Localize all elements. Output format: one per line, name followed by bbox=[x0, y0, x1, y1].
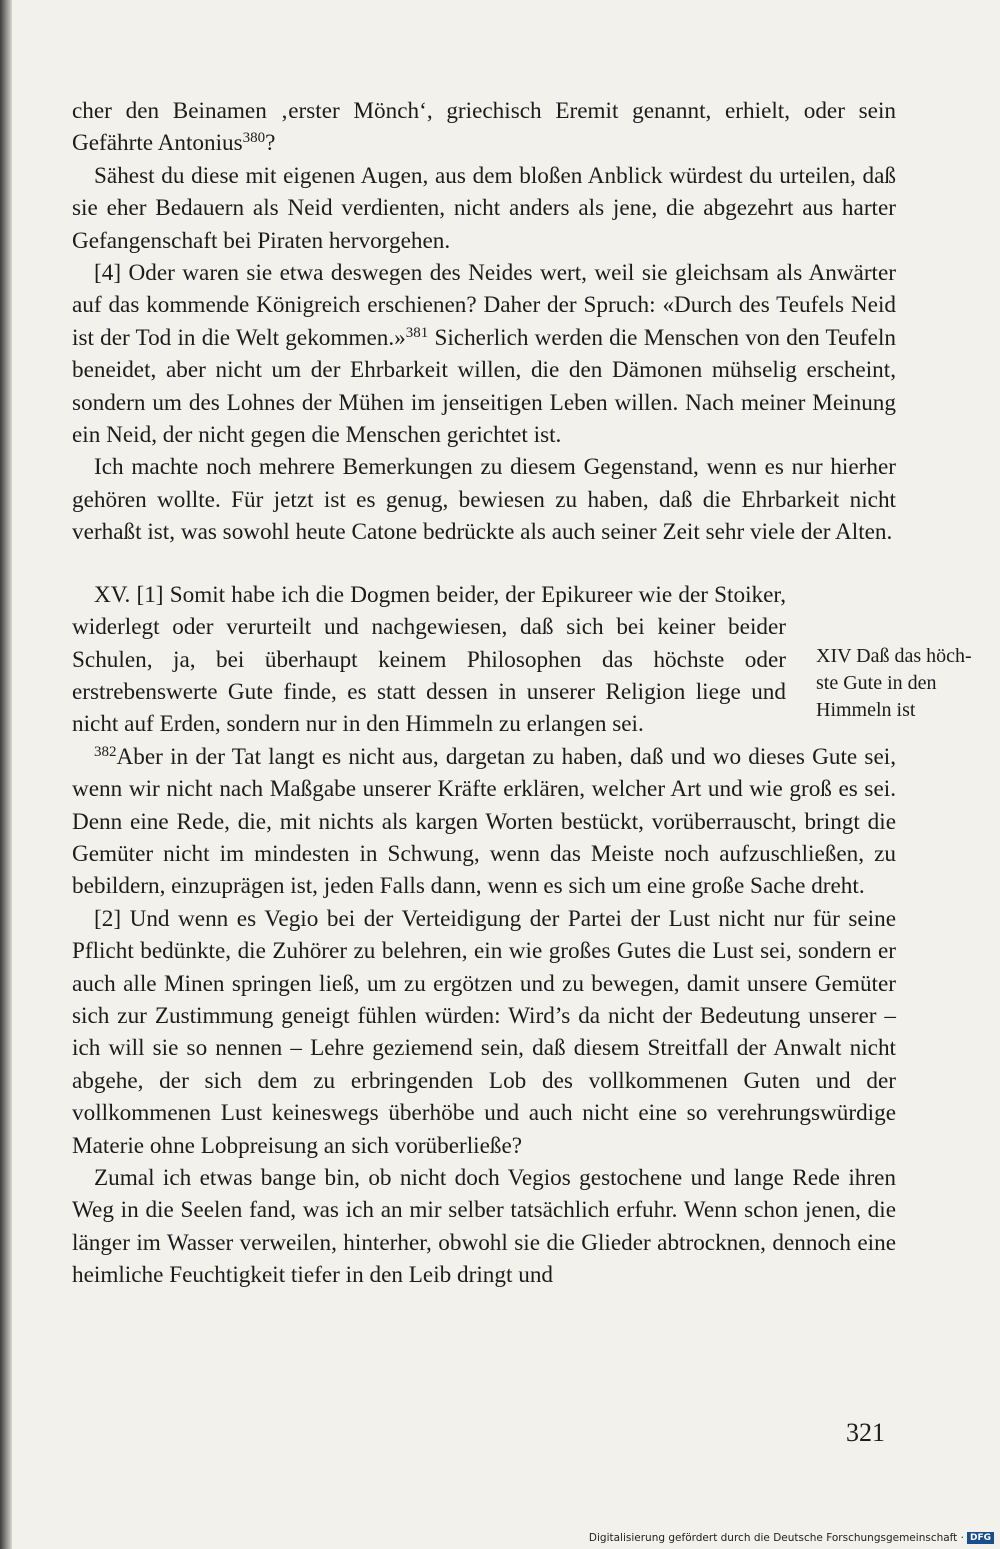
paragraph-1: cher den Beinamen ‚erster Mönch‘, griechisch Eremit genannt, erhielt, oder sein Gefährte Antonius$^{380}$? bbox=[72, 98, 896, 157]
paragraph-2: Sähest du diese mit eigenen Augen, aus dem bloßen Anblick würdest du urteilen, daß sie eher Bedauern als Neid verdienten, nicht anders als jene, die abgezehrt aus harter Gefangenschaft bei Piraten hervorgehen. bbox=[72, 162, 896, 254]
page-body bbox=[72, 95, 896, 1292]
dfg-logo-icon: DFG bbox=[967, 1532, 994, 1544]
paragraph-8: Zumal ich etwas bange bin, ob nicht doch Vegios gestochene und lange Rede ihren Weg in die Seelen fand, was ich an mir selber tatsächlich erfuhr. Wenn schon jenen, die länger im Wasser verweilen, hinterher, obwohl sie die Glieder abtrocknen, dennoch eine heimliche Feuchtigkeit tiefer in den Leib dringt und bbox=[72, 1165, 896, 1289]
book-binding-edge bbox=[0, 0, 12, 1549]
footnote-ref-382[interactable]: 382 bbox=[94, 743, 117, 760]
margin-note-line-1: XIV Daß das höch- bbox=[816, 645, 972, 667]
paragraph-6: $^{382}$Aber in der Tat langt es nicht aus, dargetan zu haben, daß und wo dieses Gute sei, wenn wir nicht nach Maßgabe unserer Kräfte erklären, welcher Art und wie groß es sei. Denn eine Rede, die, mit nichts als kargen Worten bestückt, vorüberrauscht, bringt die Gemüter nicht im mindesten in Schwung, wenn das Meiste noch aufzuschließen, zu bebildern, einzuprägen ist, jeden Falls dann, wenn es sich um eine große Sache dreht. bbox=[72, 743, 896, 900]
margin-note-line-3: Himmeln ist bbox=[816, 699, 916, 721]
digitization-footer bbox=[589, 1532, 994, 1544]
section-xv-paragraph: XV. [1] Somit habe ich die Dogmen beider, der Epikureer wie der Stoiker, widerlegt oder verurteilt und nachgewiesen, daß sich bei keiner beider Schulen, ja, bei überhaupt keinem Philosophen das höchste oder erstrebenswerte Gute finde, es statt dessen in unserer Religion liege und nicht auf Erden, sondern nur in den Himmeln zu erlangen sei. bbox=[72, 581, 786, 738]
paragraph-7: [2] Und wenn es Vegio bei der Verteidigung der Partei der Lust nicht nur für seine Pflicht bedünkte, die Zuhörer zu belehren, ein wie großes Gutes die Lust sei, sondern er auch alle Minen springen ließ, um zu ergötzen und zu bewegen, damit unsere Gemüter sich zur Zustimmung geneigt fühlen würden: Wird’s da nicht der Bedeutung unserer – ich will sie so nennen – Lehre geziemend sein, daß diesem Streitfall der Anwalt nicht abgehe, der sich dem zu erbringenden Lob des vollkommenen Guten und der vollkommenen Lust keineswegs überhöbe und auch nicht eine so verehrungswürdige Materie ohne Lobpreisung an sich vorüberließe? bbox=[72, 905, 896, 1159]
paragraph-3: [4] Oder waren sie etwa deswegen des Neides wert, weil sie gleichsam als Anwärter auf das kommende Königreich erschienen? Daher der Spruch: «Durch des Teufels Neid ist der Tod in die Welt gekommen.»$^{381}$ Sicherlich werden die Menschen von den Teufeln beneidet, aber nicht um der Ehrbarkeit willen, die den Dämonen mühselig erscheint, sondern um des Lohnes der Mühen im jenseitigen Leben willen. Nach meiner Meinung ein Neid, der nicht gegen die Menschen gerichtet ist. bbox=[72, 260, 896, 449]
section-gap bbox=[72, 549, 896, 579]
margin-note bbox=[816, 643, 998, 724]
margin-note-line-2: ste Gute in den bbox=[816, 672, 937, 694]
page-number: 321 bbox=[846, 1418, 885, 1447]
paragraph-4: Ich machte noch mehrere Bemerkungen zu diesem Gegenstand, wenn es nur hierher gehören wollte. Für jetzt ist es genug, bewiesen zu haben, daß die Ehrbarkeit nicht verhaßt ist, was sowohl heute Catone bedrückte als auch seiner Zeit sehr viele der Alten. bbox=[72, 454, 896, 546]
footnote-ref-380[interactable]: 380 bbox=[242, 130, 266, 147]
footnote-ref-381[interactable]: 381 bbox=[405, 324, 429, 341]
footer-text: Digitalisierung gefördert durch die Deutsche Forschungsgemeinschaft · bbox=[588, 1532, 964, 1544]
